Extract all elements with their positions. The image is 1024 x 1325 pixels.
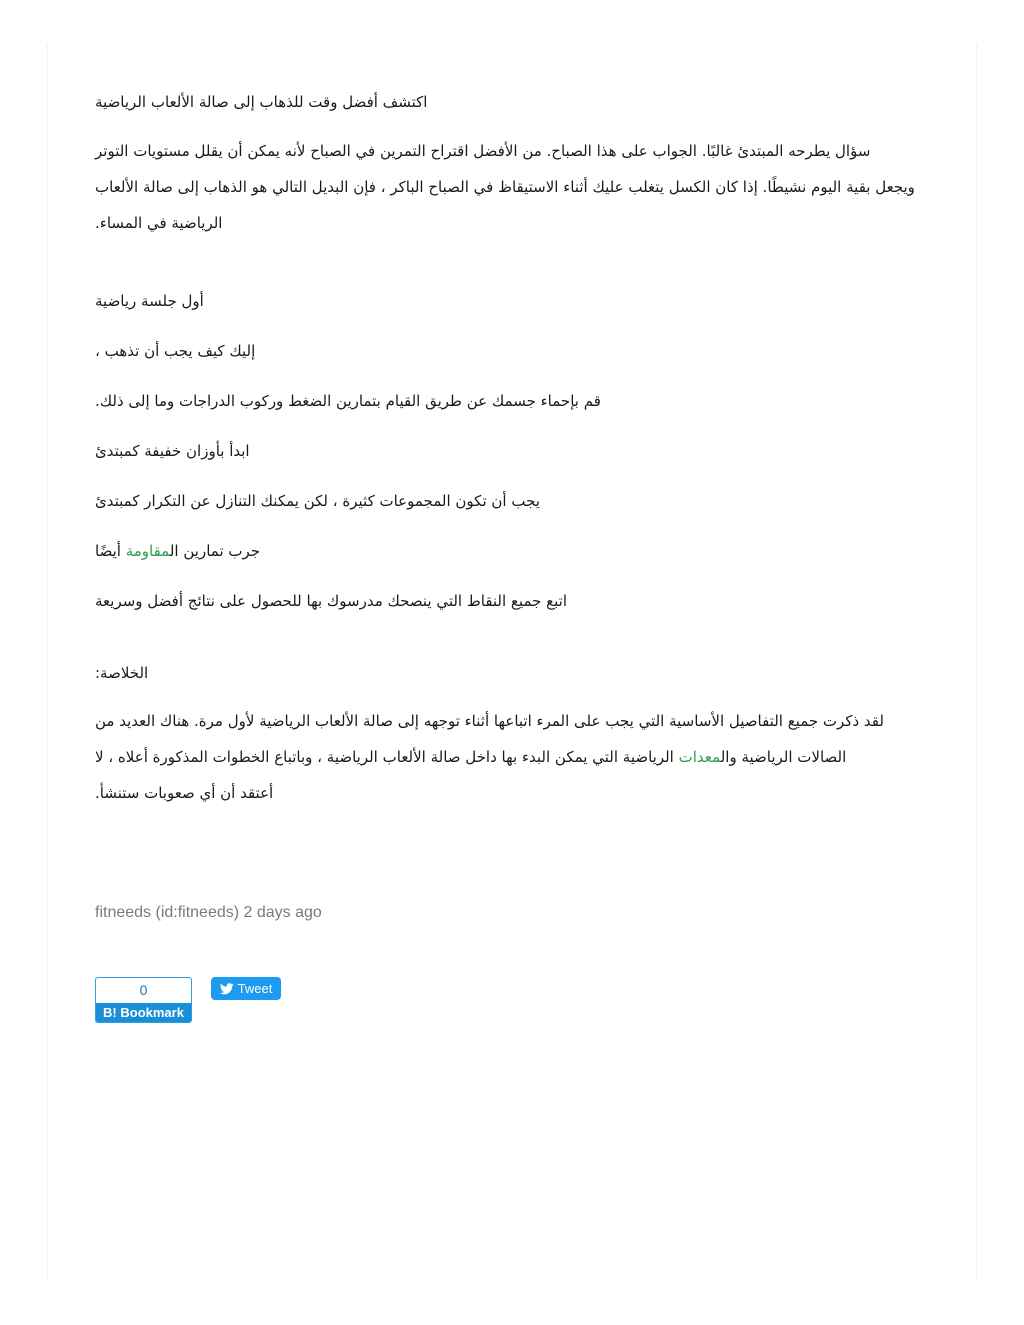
list-item: قم بإحماء جسمك عن طريق القيام بتمارين الضغط وركوب الدراجات وما إلى ذلك.: [95, 392, 601, 410]
summary-heading: الخلاصة:: [95, 664, 149, 682]
article-body: [95, 84, 930, 811]
tweet-button[interactable]: [211, 977, 281, 1000]
list-item: يجب أن تكون المجموعات كثيرة ، لكن يمكنك التنازل عن التكرار كمبتدئ: [95, 492, 540, 510]
bookmark-count[interactable]: 0: [139, 982, 148, 998]
list-item: اتبع جميع النقاط التي ينصحك مدرسوك بها للحصول على نتائج أفضل وسريعة: [95, 592, 568, 610]
article-title: اكتشف أفضل وقت للذهاب إلى صالة الألعاب الرياضية: [95, 93, 428, 111]
intro-paragraph: [95, 133, 930, 241]
summary-paragraph: [95, 703, 930, 811]
summary-line-equipment: [95, 739, 930, 775]
list-item-resistance: [95, 533, 930, 569]
section-heading: أول جلسة رياضية: [95, 292, 204, 310]
list-item: إليك كيف يجب أن تذهب ،: [95, 342, 256, 360]
summary-text-before: الصالات الرياضية وال: [720, 748, 847, 766]
intro-line: ويجعل بقية اليوم نشيطًا. إذا كان الكسل يتغلب عليك أثناء الاستيقاظ في الصباح الباكر ، فإن البديل التالي هو الذهاب إلى صالة الألعاب: [95, 178, 915, 196]
resistance-link[interactable]: مقاومة: [125, 542, 170, 560]
summary-text-after: الرياضية التي يمكن البدء بها داخل صالة الألعاب الرياضية ، وباتباع الخطوات المذكورة أعلاه ، لا: [95, 748, 679, 766]
intro-line: الرياضية في المساء.: [95, 214, 223, 232]
resistance-text-after: أيضًا: [95, 542, 126, 560]
equipment-link[interactable]: معدات: [678, 748, 721, 766]
hatena-bookmark-button[interactable]: [95, 977, 192, 1023]
summary-line: لقد ذكرت جميع التفاصيل الأساسية التي يجب على المرء اتباعها أثناء توجهه إلى صالة الألعاب الرياضية لأول مرة. هناك العديد من: [95, 712, 884, 730]
list-item: ابدأ بأوزان خفيفة كمبتدئ: [95, 442, 250, 460]
resistance-text-before: جرب تمارين ال: [169, 542, 261, 560]
twitter-bird-icon: [220, 983, 234, 995]
author-byline[interactable]: fitneeds (id:fitneeds) 2 days ago: [95, 904, 322, 921]
bookmark-label[interactable]: B! Bookmark: [96, 1003, 191, 1023]
tweet-label[interactable]: Tweet: [237, 981, 273, 996]
summary-line: أعتقد أن أي صعوبات ستنشأ.: [95, 784, 274, 802]
intro-line: سؤال يطرحه المبتدئ غالبًا. الجواب على هذا الصباح. من الأفضل اقتراح التمرين في الصباح لأنه يمكن أن يقلل مستويات التوتر: [95, 142, 871, 160]
